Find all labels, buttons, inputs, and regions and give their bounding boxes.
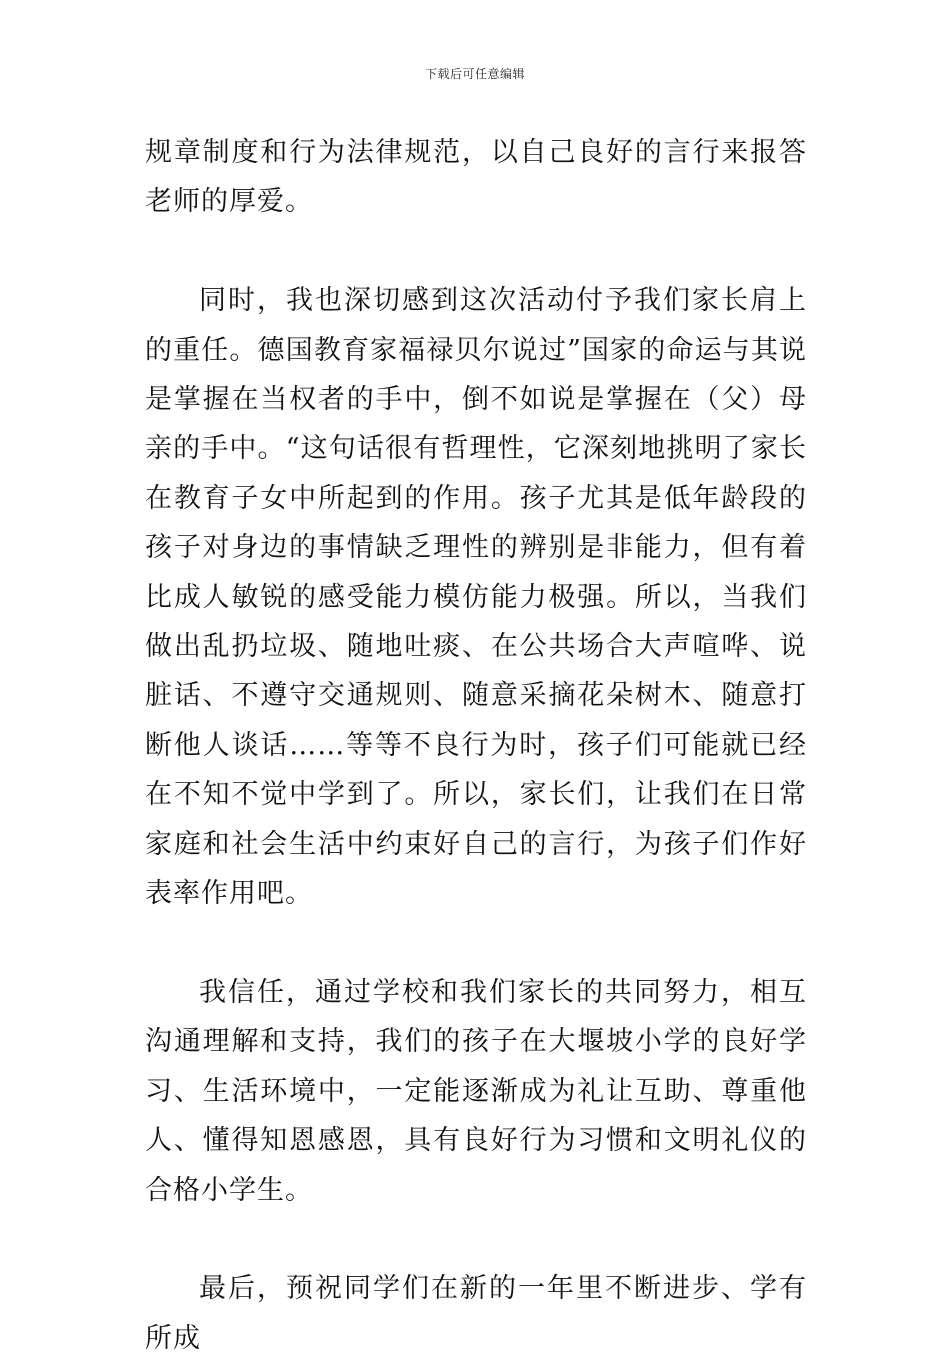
header-note: 下载后可任意编辑	[424, 67, 525, 81]
paragraph-belief: 我信任，通过学校和我们家长的共同努力，相互沟通理解和支持，我们的孩子在大堰坡小学的良好学习、生活环境中，一定能逐渐成为礼让互助、尊重他人、懂得知恩感恩，具有良好行为习惯和文明礼仪的合格小学生。	[145, 976, 807, 1206]
paragraph-gap	[145, 1215, 807, 1264]
document-body	[145, 128, 807, 1363]
paragraph-gap	[145, 227, 807, 276]
paragraph-parents-responsibility: 同时，我也深切感到这次活动付予我们家长肩上的重任。德国教育家福禄贝尔说过”国家的命运与其说是掌握在当权者的手中，倒不如说是掌握在（父）母亲的手中。“这句话很有哲理性，它深刻地挑明了家长在教育子女中所起到的作用。孩子尤其是低年龄段的孩子对身边的事情缺乏理性的辨别是非能力，但有着比成人敏锐的感受能力模仿能力极强。所以，当我们做出乱扔垃圾、随地吐痰、在公共场合大声喧哗、说脏话、不遵守交通规则、随意采摘花朵树木、随意打断他人谈话……等等不良行为时，孩子们可能就已经在不知不觉中学到了。所以，家长们，让我们在日常家庭和社会生活中约束好自己的言行，为孩子们作好表率作用吧。	[145, 285, 807, 910]
paragraph-continuation: 规章制度和行为法律规范，以自己良好的言行来报答老师的厚爱。	[145, 137, 807, 218]
paragraph-closing: 最后，预祝同学们在新的一年里不断进步、学有所成	[145, 1273, 807, 1354]
paragraph-gap	[145, 918, 807, 967]
